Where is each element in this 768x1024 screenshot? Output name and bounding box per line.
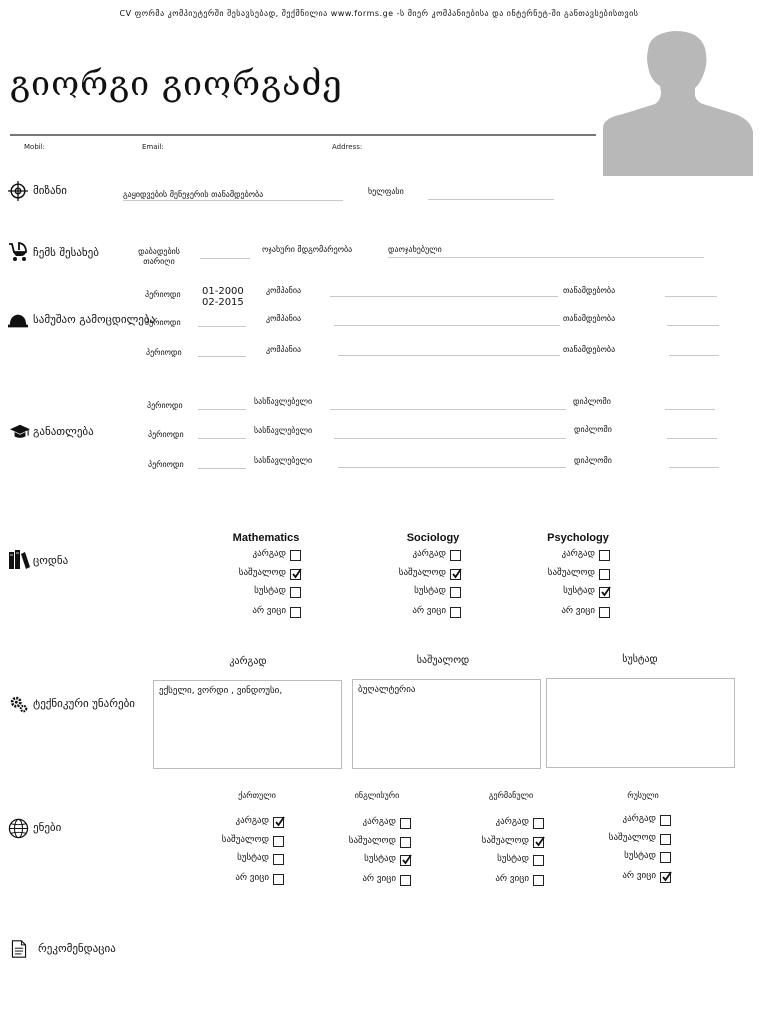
knowledge-option-label: კარგად [252,549,286,559]
knowledge-option-label: საშუალოდ [398,568,446,578]
helmet-icon [7,311,29,333]
language-checkbox[interactable] [273,836,284,847]
knowledge-option-label: არ ვიცი [412,606,446,616]
goal-position-line[interactable] [123,200,343,201]
knowledge-heading: Mathematics [232,532,300,544]
knowledge-checkbox[interactable] [290,550,301,561]
edu-period-field-1[interactable] [198,409,246,410]
language-checkbox[interactable] [400,818,411,829]
family-status-value: დაოჯახებული [388,245,442,254]
knowledge-checkbox[interactable] [450,587,461,598]
language-option-label: სუსტად [497,854,529,864]
document-icon [10,938,32,960]
knowledge-checkbox[interactable] [450,550,461,561]
knowledge-checkbox[interactable] [290,569,301,580]
language-option-label: სუსტად [624,851,656,861]
edu-school-label-2: სასწავლებელი [254,426,313,435]
work-period-field-2[interactable] [198,326,246,327]
person-silhouette-icon [603,28,753,176]
knowledge-checkbox[interactable] [599,550,610,561]
section-title-languages: ენები [33,821,62,834]
edu-period-field-2[interactable] [198,438,246,439]
knowledge-checkbox[interactable] [290,607,301,618]
knowledge-option-label: სუსტად [254,586,286,596]
work-period-start-1: 01-2000 [202,286,244,297]
mobile-label: Mobil: [24,143,46,151]
work-company-field-1[interactable] [330,296,558,297]
language-option-label: სუსტად [237,853,269,863]
globe-icon [8,818,30,840]
language-checkbox[interactable] [273,817,284,828]
edu-diploma-field-1[interactable] [665,409,715,410]
language-checkbox[interactable] [533,855,544,866]
tech-skills-medium-box[interactable]: ბუღალტერია [352,679,541,769]
knowledge-option-label: სუსტად [563,586,595,596]
section-title-recommendation: რეკომენდაცია [38,942,116,955]
section-title-knowledge: ცოდნა [33,554,69,567]
section-title-work: სამუშაო გამოცდილება [33,313,156,326]
language-option-label: არ ვიცი [495,874,529,884]
edu-period-label-1: პერიოდი [147,401,183,410]
tech-skills-good-box[interactable]: ექსელი, ვორდი , ვინდოუსი, [153,680,342,769]
form-source-note: CV ფორმა კომპიუტერში შესავსებად, შექმნილია www.forms.ge -ს მიერ კომპანიებისა და ინტერნეტ-ში განთავსებისთვის [119,9,639,18]
knowledge-option-label: კარგად [561,549,595,559]
dob-label: დაბადების თარიღი [138,247,180,266]
language-option-label: არ ვიცი [622,871,656,881]
work-period-end-1: 02-2015 [202,297,244,308]
section-title-goal: მიზანი [33,184,67,197]
edu-diploma-field-3[interactable] [669,467,719,468]
tech-level-good: კარგად [229,656,267,667]
edu-school-label-3: სასწავლებელი [254,456,313,465]
knowledge-checkbox[interactable] [450,607,461,618]
work-company-label-3: კომპანია [266,345,302,354]
family-status-label: ოჯახური მდგომარეობა [262,245,353,254]
work-position-label-2: თანამდებობა [563,314,616,323]
language-option-label: არ ვიცი [235,873,269,883]
language-option-label: არ ვიცი [362,874,396,884]
work-period-field-3[interactable] [198,356,246,357]
knowledge-checkbox[interactable] [599,569,610,580]
language-heading: რუსული [627,791,659,800]
edu-diploma-label-3: დიპლომი [574,456,612,465]
language-option-label: კარგად [235,816,269,826]
knowledge-option-label: საშუალოდ [238,568,286,578]
work-company-label-1: კომპანია [266,286,302,295]
gears-icon [9,694,31,716]
language-checkbox[interactable] [660,872,671,883]
work-position-field-2[interactable] [667,325,719,326]
knowledge-option-label: არ ვიცი [252,606,286,616]
language-option-label: კარგად [622,814,656,824]
language-option-label: საშუალოდ [481,836,529,846]
knowledge-checkbox[interactable] [450,569,461,580]
work-position-field-1[interactable] [665,296,717,297]
dob-field[interactable] [200,258,250,259]
edu-diploma-label-2: დიპლომი [574,425,612,434]
baby-stroller-icon [6,240,28,262]
work-position-field-3[interactable] [669,355,719,356]
edu-diploma-field-2[interactable] [667,438,717,439]
edu-period-label-2: პერიოდი [148,430,184,439]
email-label: Email: [142,143,164,151]
language-checkbox[interactable] [400,837,411,848]
language-option-label: საშუალოდ [221,835,269,845]
target-icon [8,181,30,203]
language-checkbox[interactable] [660,834,671,845]
salary-field[interactable] [428,199,554,200]
edu-period-label-3: პერიოდი [148,460,184,469]
language-checkbox[interactable] [273,874,284,885]
language-checkbox[interactable] [533,818,544,829]
books-icon [8,549,30,571]
knowledge-checkbox[interactable] [599,607,610,618]
language-heading: ინგლისური [354,791,400,800]
profile-photo-placeholder [603,28,753,176]
knowledge-option-label: არ ვიცი [561,606,595,616]
work-company-field-2[interactable] [334,325,560,326]
goal-position-text: გაყიდვების მენეჯერის თანამდებობა [123,190,264,199]
knowledge-option-label: სუსტად [414,586,446,596]
graduation-cap-icon [9,422,31,444]
language-option-label: საშუალოდ [348,836,396,846]
language-option-label: საშუალოდ [608,833,656,843]
section-title-education: განათლება [33,425,94,438]
language-option-label: კარგად [495,817,529,827]
knowledge-checkbox[interactable] [599,587,610,598]
knowledge-heading: Sociology [406,532,460,544]
language-checkbox[interactable] [400,855,411,866]
tech-level-weak: სუსტად [622,654,658,665]
edu-diploma-label-1: დიპლომი [573,397,611,406]
work-position-label-3: თანამდებობა [563,345,616,354]
header-divider [10,134,596,136]
language-option-label: სუსტად [364,854,396,864]
language-checkbox[interactable] [400,875,411,886]
work-company-field-3[interactable] [338,355,560,356]
edu-school-label-1: სასწავლებელი [254,397,313,406]
language-checkbox[interactable] [273,854,284,865]
section-title-tech: ტექნიკური უნარები [33,697,135,710]
tech-skills-weak-box[interactable] [546,678,735,768]
tech-level-medium: საშუალოდ [416,655,470,666]
work-period-label-2: პერიოდი [145,318,181,327]
candidate-name: გიორგი გიორგაძე [10,64,343,104]
language-checkbox[interactable] [533,875,544,886]
language-option-label: კარგად [362,817,396,827]
address-label: Address: [332,143,363,151]
section-title-about: ჩემს შესახებ [33,246,99,259]
edu-school-field-1[interactable] [330,409,566,410]
edu-school-field-3[interactable] [338,467,566,468]
work-position-label-1: თანამდებობა [563,286,616,295]
language-heading: ქართული [238,791,276,800]
knowledge-heading: Psychology [547,532,609,544]
language-checkbox[interactable] [660,815,671,826]
edu-period-field-3[interactable] [198,468,246,469]
language-checkbox[interactable] [533,837,544,848]
knowledge-checkbox[interactable] [290,587,301,598]
work-period-label-1: პერიოდი [145,290,181,299]
language-heading: გერმანული [488,791,534,800]
edu-school-field-2[interactable] [334,438,566,439]
salary-label: ხელფასი [368,187,404,196]
family-status-line[interactable] [388,257,704,258]
work-company-label-2: კომპანია [266,314,302,323]
knowledge-option-label: საშუალოდ [547,568,595,578]
language-checkbox[interactable] [660,852,671,863]
work-period-label-3: პერიოდი [146,348,182,357]
knowledge-option-label: კარგად [412,549,446,559]
